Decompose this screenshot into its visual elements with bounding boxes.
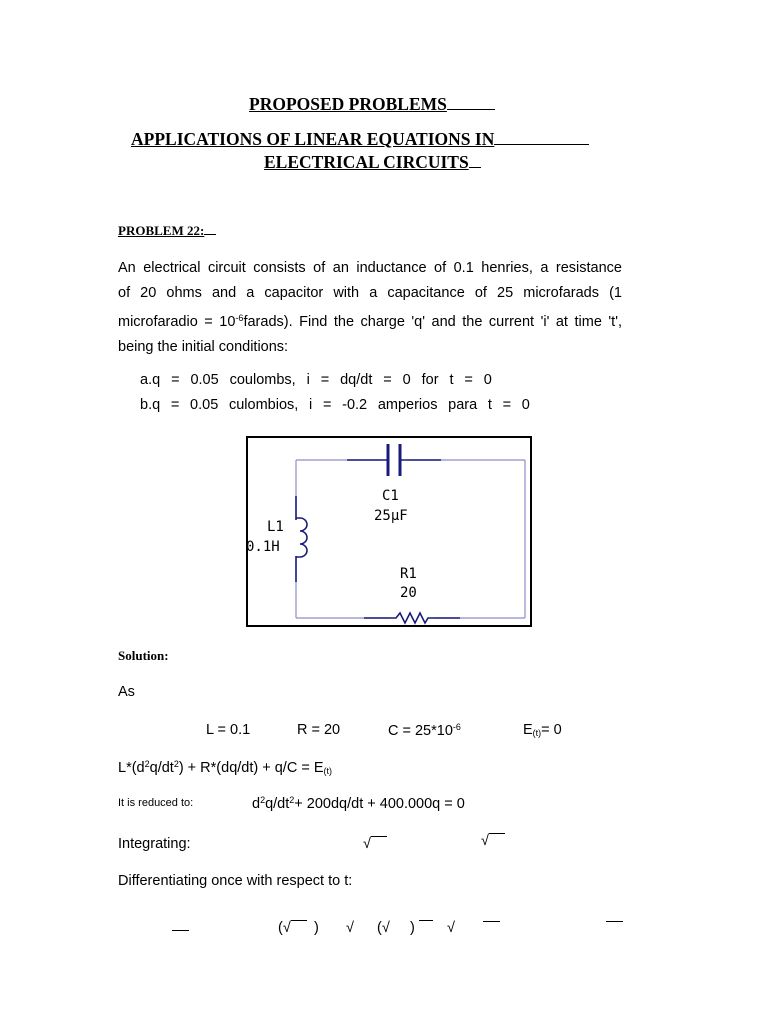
condition-token: t [487,397,492,413]
fraction-bar-1 [172,930,189,931]
last-eq-paren-open-2: (√ [377,920,390,936]
page-subtitle-line2: ELECTRICAL CIRCUITS [264,152,481,173]
condition-token: amperios [377,397,438,413]
circuit-diagram [246,436,532,627]
condition-token: = [322,397,332,413]
resistor-zigzag [364,613,460,623]
condition-token: = [170,397,180,413]
condition-token: coulombs, [229,372,296,388]
problem-line-4: being the initial conditions: [118,339,289,355]
inductor-name-label: L1 [267,519,284,535]
last-eq-paren-open: (√ [278,920,307,936]
problem-line-2: of 20 ohms and a capacitor with a capacitance of 25 microfarads (1 [118,285,622,301]
condition-token: para [448,397,478,413]
condition-token: for [421,372,439,388]
last-eq-sqrt-1: √ [346,920,354,936]
condition-token: = [383,372,392,388]
condition-token: 0.05 [190,372,219,388]
condition-token: 0.05 [190,397,219,413]
resistor-name-label: R1 [400,566,417,582]
fraction-bar-3 [606,921,623,922]
condition-token: i [306,372,310,388]
problem-line-3: microfaradio = $10^{-6}farads$). Find the charge 'q' and the current 'i' at time 't', [118,313,623,330]
differential-equation: $L*(d^2q/dt^2) + R*(dq/dt) + q/C = E_{(t)}$ [118,759,332,776]
resistor-value-label: 20 [400,585,417,601]
condition-token: = [171,372,180,388]
capacitor-name-label: C1 [382,488,399,504]
condition-token: i [309,397,313,413]
condition-a [140,372,492,388]
condition-token: t [449,372,454,388]
reduced-equation: $d^2q/dt^2+ 200dq/dt + 400.000q = 0$ [252,795,465,812]
last-eq-paren-close-2: ) [410,920,433,936]
condition-token: = [502,397,512,413]
sqrt-symbol-2: √ [481,833,505,849]
value-R: R = 20 [297,722,341,738]
value-C: $C = 25*10^{-6}$ [388,722,461,739]
sqrt-symbol-1: √ [363,836,387,852]
condition-token: = [320,372,330,388]
problem-statement [118,256,622,360]
condition-token: 0 [483,372,492,388]
solution-as: As [118,684,135,700]
condition-token: = [464,372,473,388]
condition-token: 0 [521,397,530,413]
reduced-label: It is reduced to: [118,797,194,809]
problem-line-1: An electrical circuit consists of an inductance of 0.1 henries, a resistance [118,260,622,276]
inductor-coil [296,518,307,557]
value-E: $E_{(t)}= 0$ [523,722,562,738]
problem-heading: PROBLEM 22: [118,223,216,239]
integrating-label: Integrating: [118,836,191,852]
condition-token: 0 [402,372,411,388]
capacitor-value-label: 25µF [374,508,408,524]
solution-heading: Solution: [118,648,169,663]
condition-token: dq/dt [340,372,373,388]
condition-b [140,397,530,413]
differentiating-label: Differentiating once with respect to t: [118,873,353,889]
last-eq-paren-close: ) [314,920,319,936]
condition-token: a.q [140,372,161,388]
condition-token: -0.2 [342,397,368,413]
circuit-schematic [248,438,530,625]
condition-token: b.q [140,397,161,413]
condition-token: culombios, [228,397,299,413]
page-subtitle-line1: APPLICATIONS OF LINEAR EQUATIONS IN [131,129,589,150]
page-title: PROPOSED PROBLEMS [249,94,495,115]
value-L: L = 0.1 [206,722,251,738]
fraction-bar-2 [483,921,500,922]
inductor-value-label: 0.1H [246,539,280,555]
last-eq-sqrt-3: √ [447,920,455,936]
